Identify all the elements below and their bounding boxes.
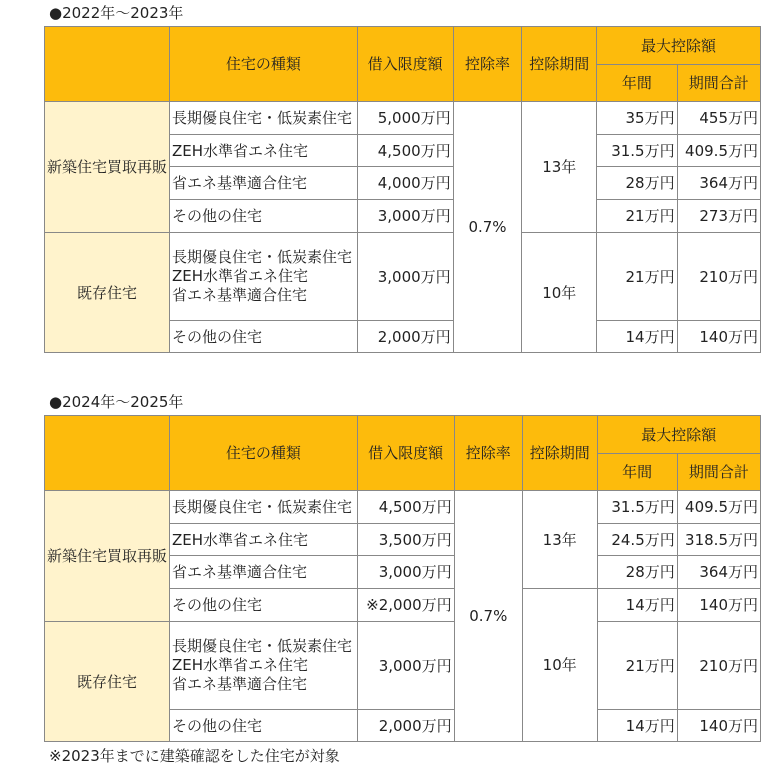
annual-amount: 21万円	[597, 233, 677, 321]
deduction-period-existing: 10年	[522, 233, 597, 353]
deduction-period-new: 13年	[522, 102, 597, 233]
housing-type-line: 省エネ基準適合住宅	[172, 675, 308, 693]
period-total: 364万円	[677, 167, 760, 200]
header-max-deduction: 最大控除額	[597, 27, 761, 65]
annual-amount: 31.5万円	[597, 135, 677, 167]
section-title-2022-2023: ●2022年～2023年	[49, 4, 184, 22]
housing-type: その他の住宅	[170, 710, 358, 742]
housing-type-line: 長期優良住宅・低炭素住宅	[172, 248, 353, 266]
annual-amount: 28万円	[597, 167, 677, 200]
header-deduction-period: 控除期間	[522, 416, 597, 491]
header-period-total: 期間合計	[677, 454, 760, 491]
group-label-existing: 既存住宅	[45, 233, 170, 353]
section-title-2024-2025: ●2024年～2025年	[49, 393, 184, 411]
annual-amount: 21万円	[597, 622, 677, 710]
group-label-existing: 既存住宅	[45, 622, 170, 742]
header-deduction-rate: 控除率	[453, 27, 522, 102]
deduction-table-2024-2025	[44, 415, 761, 742]
deduction-period-new: 13年	[522, 491, 597, 589]
annual-amount: 35万円	[597, 102, 677, 135]
borrowing-limit: 3,000万円	[357, 556, 454, 589]
annual-amount: 24.5万円	[597, 524, 677, 556]
header-borrowing-limit: 借入限度額	[357, 416, 454, 491]
annual-amount: 14万円	[597, 710, 677, 742]
period-total: 409.5万円	[677, 491, 760, 524]
annual-amount: 31.5万円	[597, 491, 677, 524]
annual-amount: 28万円	[597, 556, 677, 589]
deduction-rate: 0.7%	[453, 102, 522, 353]
borrowing-limit: 2,000万円	[357, 321, 453, 353]
housing-type-line: 長期優良住宅・低炭素住宅	[172, 637, 353, 655]
housing-type: 省エネ基準適合住宅	[170, 556, 358, 589]
housing-type-line: ZEH水準省エネ住宅	[172, 267, 309, 285]
header-deduction-period: 控除期間	[522, 27, 597, 102]
borrowing-limit: 4,500万円	[357, 135, 453, 167]
group-label-new: 新築住宅買取再販	[45, 491, 170, 622]
borrowing-limit: 3,000万円	[357, 233, 453, 321]
group-label-new: 新築住宅買取再販	[45, 102, 170, 233]
header-borrowing-limit: 借入限度額	[357, 27, 453, 102]
header-annual: 年間	[597, 65, 677, 102]
period-total: 318.5万円	[677, 524, 760, 556]
period-total: 273万円	[677, 200, 760, 233]
housing-type: 長期優良住宅・低炭素住宅	[170, 102, 358, 135]
table-row	[45, 233, 761, 321]
borrowing-limit: 4,000万円	[357, 167, 453, 200]
housing-type: ZEH水準省エネ住宅	[170, 135, 358, 167]
annual-amount: 14万円	[597, 589, 677, 622]
borrowing-limit: 3,500万円	[357, 524, 454, 556]
borrowing-limit: ※2,000万円	[357, 589, 454, 622]
period-total: 140万円	[677, 321, 760, 353]
period-total: 140万円	[677, 589, 760, 622]
period-total: 409.5万円	[677, 135, 760, 167]
housing-type: 長期優良住宅・低炭素住宅	[170, 491, 358, 524]
header-annual: 年間	[597, 454, 677, 491]
footnote: ※2023年までに建築確認をした住宅が対象	[49, 747, 340, 765]
header-deduction-rate: 控除率	[454, 416, 522, 491]
period-total: 364万円	[677, 556, 760, 589]
header-max-deduction: 最大控除額	[597, 416, 760, 454]
header-corner	[45, 416, 170, 491]
housing-type-line: ZEH水準省エネ住宅	[172, 656, 309, 674]
deduction-period-other: 10年	[522, 589, 597, 742]
period-total: 210万円	[677, 622, 760, 710]
housing-type-line: 省エネ基準適合住宅	[172, 286, 308, 304]
housing-type: その他の住宅	[170, 589, 358, 622]
housing-type-multi	[170, 622, 358, 710]
housing-type: その他の住宅	[170, 200, 358, 233]
deduction-rate: 0.7%	[454, 491, 522, 742]
housing-type: その他の住宅	[170, 321, 358, 353]
table-row	[45, 622, 761, 710]
header-housing-type: 住宅の種類	[170, 27, 358, 102]
borrowing-limit: 4,500万円	[357, 491, 454, 524]
table-row	[45, 491, 761, 524]
table-row	[45, 102, 761, 135]
housing-type: 省エネ基準適合住宅	[170, 167, 358, 200]
header-corner	[45, 27, 170, 102]
housing-type: ZEH水準省エネ住宅	[170, 524, 358, 556]
header-period-total: 期間合計	[677, 65, 760, 102]
annual-amount: 21万円	[597, 200, 677, 233]
annual-amount: 14万円	[597, 321, 677, 353]
borrowing-limit: 3,000万円	[357, 200, 453, 233]
borrowing-limit: 3,000万円	[357, 622, 454, 710]
period-total: 455万円	[677, 102, 760, 135]
housing-type-multi	[170, 233, 358, 321]
deduction-table-2022-2023	[44, 26, 761, 353]
borrowing-limit: 5,000万円	[357, 102, 453, 135]
header-housing-type: 住宅の種類	[170, 416, 358, 491]
period-total: 210万円	[677, 233, 760, 321]
period-total: 140万円	[677, 710, 760, 742]
borrowing-limit: 2,000万円	[357, 710, 454, 742]
